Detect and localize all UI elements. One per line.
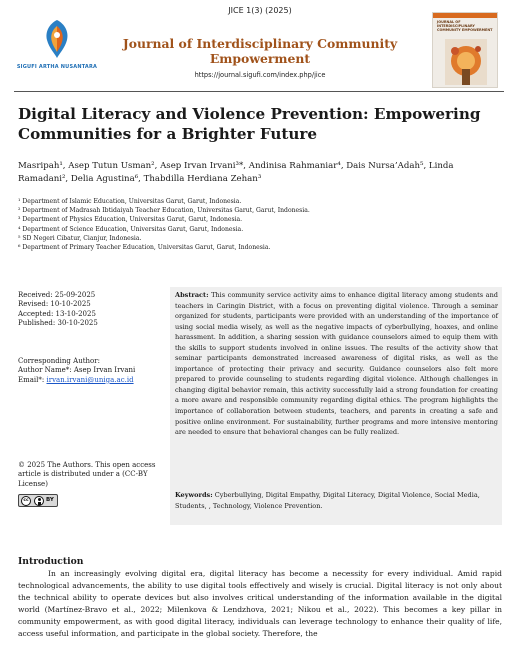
corresponding-author — [18, 357, 166, 385]
email-label: Email*: — [18, 375, 47, 384]
keywords-text: Cyberbullying, Digital Empathy, Digital Literacy, Digital Violence, Social Media, Students, , Technology, Violence Prevention. — [175, 491, 480, 510]
affiliation-item: ² Department of Madrasah Ibtidaiyah Teacher Education, Universitas Garut, Garut, Indonesia. — [18, 207, 310, 215]
header-divider — [14, 91, 504, 92]
cover-artwork-icon — [445, 39, 487, 85]
affiliation-list — [18, 197, 502, 252]
abstract — [175, 290, 498, 438]
published-date: Published: 30-10-2025 — [18, 319, 98, 328]
affiliation-item: ⁴ Department of Science Education, Universitas Garut, Garut, Indonesia. — [18, 225, 244, 233]
publisher-logo-icon — [41, 18, 73, 60]
cover-accent-bar — [433, 13, 498, 18]
journal-url[interactable]: https://journal.sigufi.com/index.php/jice — [194, 71, 326, 79]
journal-cover-image — [432, 12, 498, 88]
keywords — [175, 490, 498, 511]
corresponding-heading: Corresponding Author: — [18, 357, 100, 365]
cc-by-label: BY — [46, 497, 54, 503]
abstract-text: This community service activity aims to enhance digital literacy among students and teachers in Caringin District, with a focus on preventing digital violence. Through a seminar organized for students, participants were provided with an understanding of the importance of using social media wisely, as well as the negative impacts of cyberbullying, hoaxes, and online harassment. In addition, a sharing session with guidance counselors aimed to equip them with the skills to support students involved in online issues. The results of the activity show that seminar participants demonstrated increased awareness of digital risks, as well as the importance of protecting their privacy and security. Guidance counselors also felt more prepared to provide counseling to students regarding digital violence. Although challenges in changing digital behavior remain, this activity successfully laid a strong foundation for creating a more aware and responsible community regarding digital ethics. The program highlights the importance of collaboration between students, teachers, and parents in creating a safe and positive online environment. For sustainability, further programs and more intensive mentoring are needed to ensure that behavioral changes can be fully realized. — [175, 291, 498, 437]
creative-commons-icon: cc — [21, 496, 31, 506]
license-statement: © 2025 The Authors. This open access article is distributed under a (CC-BY License) — [18, 461, 156, 488]
issue-label: JICE 1(3) (2025) — [228, 6, 292, 15]
received-date: Received: 25-09-2025 — [18, 291, 96, 299]
keywords-label: Keywords: — [175, 491, 213, 499]
abstract-label: Abstract: — [175, 291, 209, 299]
journal-title: Journal of Interdisciplinary Community Empowerment — [122, 36, 398, 66]
section-heading-introduction: Introduction — [18, 556, 84, 567]
journal-header — [0, 0, 518, 88]
publisher-logo — [14, 18, 100, 80]
author-list: Masripah¹, Asep Tutun Usman², Asep Irvan Irvani³*, Andinisa Rahmaniar⁴, Dais Nursa’Adah⁵, Linda Ramadani², Delia Agustina⁶, Thabdilla Herdiana Zehan³ — [18, 161, 454, 184]
article-dates — [18, 291, 166, 329]
introduction-paragraph: In an increasingly evolving digital era, digital literacy has become a necessity for every individual. Amid rapid technological advancements, the ability to use digital tools effectively and wisely is crucial. Digital literacy is not only about the technical ability to operate devices but also involves critical understanding of the information available in the digital world (Martínez-Bravo et al., 2022; Milenkova & Lendzhova, 2021; Nikou et al., 2022). This becomes a key pillar in community empowerment, as with good digital literacy, individuals can leverage technology to enhance their quality of life, access useful information, and participate in the global society. Therefore, the — [18, 569, 502, 638]
publisher-name: SIGUFI ARTHA NUSANTARA — [16, 64, 98, 70]
affiliation-item: ⁶ Department of Primary Teacher Education, Universitas Garut, Garut, Indonesia. — [18, 244, 271, 252]
affiliation-item: ¹ Department of Islamic Education, Universitas Garut, Garut, Indonesia. — [18, 198, 242, 205]
attribution-icon — [34, 496, 44, 506]
accepted-date: Accepted: 13-10-2025 — [18, 309, 96, 318]
affiliation-item: ⁵ SD Negeri Cibatur, Cianjur, Indonesia. — [18, 234, 142, 242]
paper-title: Digital Literacy and Violence Prevention: Empowering Communities for a Brighter Future — [18, 105, 481, 143]
affiliation-item: ³ Department of Physics Education, Universitas Garut, Garut, Indonesia. — [18, 216, 243, 224]
corresponding-name: Author Name*: Asep Irvan Irvani — [18, 366, 136, 375]
revised-date: Revised: 10-10-2025 — [18, 300, 91, 309]
corresponding-email-row — [18, 376, 166, 385]
email-link[interactable]: irvan.irvani@uniga.ac.id — [46, 375, 134, 384]
cc-by-license-badge[interactable] — [18, 494, 58, 507]
cover-title: JOURNAL OF INTERDISCIPLINARY COMMUNITY EMPOWERMENT — [437, 20, 493, 32]
